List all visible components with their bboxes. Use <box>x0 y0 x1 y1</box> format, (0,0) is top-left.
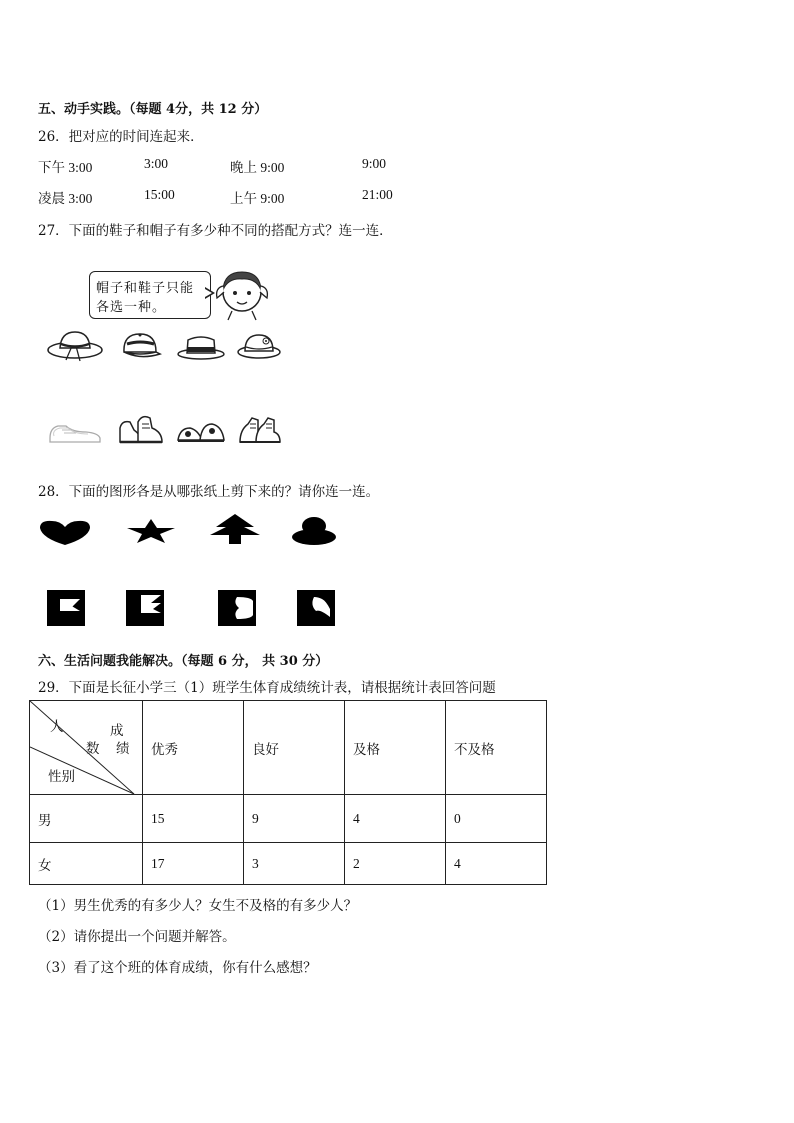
sandal-icon <box>176 414 226 446</box>
bubble-text-line1: 帽子和鞋子只能 <box>96 281 195 296</box>
section5-title: 五、动手实践。（每题 4分，共 12 分） <box>38 102 268 117</box>
star-shape-icon <box>126 518 176 544</box>
q27-prompt: 27．下面的鞋子和帽子有多少种不同的搭配方式？连一连． <box>38 223 393 239</box>
hat-icon <box>46 328 104 364</box>
row-label: 男 <box>30 795 143 843</box>
q29-prompt: 29．下面是长征小学三（1）班学生体育成绩统计表，请根据统计表回答问题 <box>38 680 496 696</box>
fedora-icon <box>176 332 226 362</box>
q29-sub1: （1）男生优秀的有多少人？女生不及格的有多少人？ <box>38 898 358 914</box>
corner-gender: 性别 <box>48 769 75 785</box>
table-row <box>30 795 547 843</box>
section6-title: 六、生活问题我能解决。（每题 6 分， 共 30 分） <box>38 654 329 669</box>
q28-prompt: 28．下面的图形各是从哪张纸上剪下来的？请你连一连。 <box>38 484 380 500</box>
tree-shape-icon <box>208 513 262 545</box>
paper-cut-1-icon <box>46 589 86 627</box>
header-cell: 优秀 <box>143 701 244 795</box>
table-cell: 4 <box>345 795 446 843</box>
mushroom-shape-icon <box>290 516 338 546</box>
table-cell: 2 <box>345 843 446 885</box>
q29-sub3: （3）看了这个班的体育成绩，你有什么感想？ <box>38 960 317 976</box>
corner-ren: 人 <box>50 719 64 735</box>
paper-cut-4-icon <box>296 589 336 627</box>
paper-cut-3-icon <box>217 589 257 627</box>
time-cell: 3:00 <box>144 156 169 171</box>
table-cell: 4 <box>446 843 547 885</box>
header-cell: 及格 <box>345 701 446 795</box>
sneaker-icon <box>46 418 104 446</box>
time-cell: 上午 9:00 <box>230 191 285 206</box>
table-cell: 0 <box>446 795 547 843</box>
table-cell: 3 <box>244 843 345 885</box>
time-cell: 21:00 <box>362 187 393 202</box>
grades-table <box>29 700 547 885</box>
header-cell: 不及格 <box>446 701 547 795</box>
corner-ji: 绩 <box>116 741 130 757</box>
time-cell: 晚上 9:00 <box>230 160 285 175</box>
corner-shu: 数 <box>86 741 100 757</box>
time-cell: 下午 3:00 <box>38 160 93 175</box>
table-row <box>30 843 547 885</box>
table-cell: 9 <box>244 795 345 843</box>
flower-hat-icon <box>236 330 282 362</box>
q29-sub2: （2）请你提出一个问题并解答。 <box>38 929 236 945</box>
heart-shape-icon <box>38 518 92 546</box>
cap-icon <box>118 330 162 362</box>
paper-cut-2-icon <box>125 589 165 627</box>
time-cell: 凌晨 3:00 <box>38 191 93 206</box>
boot-icon <box>116 412 166 448</box>
time-cell: 15:00 <box>144 187 175 202</box>
high-top-shoe-icon <box>236 412 282 448</box>
header-cell: 良好 <box>244 701 345 795</box>
table-cell: 17 <box>143 843 244 885</box>
q26-prompt: 26．把对应的时间连起来． <box>38 129 204 145</box>
table-corner-cell <box>30 701 143 795</box>
row-label: 女 <box>30 843 143 885</box>
corner-cheng: 成 <box>110 723 124 739</box>
girl-illustration <box>212 264 270 322</box>
bubble-text-line2: 各选一种。 <box>96 300 167 315</box>
table-cell: 15 <box>143 795 244 843</box>
time-cell: 9:00 <box>362 156 387 171</box>
